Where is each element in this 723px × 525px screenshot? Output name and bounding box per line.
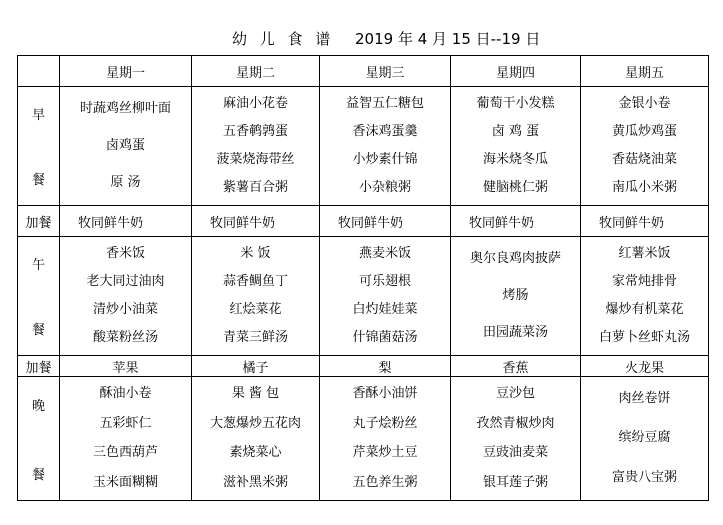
- snack-item: 牧同鲜牛奶: [320, 206, 451, 237]
- dish-item: 五香鹌鹑蛋: [222, 124, 288, 139]
- dish-item: 孜然青椒炒肉: [476, 415, 555, 431]
- dish-item: 家常炖排骨: [611, 274, 677, 289]
- dish-item: 海米烧冬瓜: [482, 152, 548, 167]
- breakfast-cell: [192, 87, 320, 206]
- menu-table: [17, 55, 709, 501]
- menu-title: 幼 儿 食 谱: [232, 30, 335, 48]
- lunch-cell: [451, 237, 581, 356]
- dish-item: 红薯米饭: [618, 246, 671, 261]
- dish-item: 爆炒有机菜花: [605, 302, 684, 317]
- day-header: 星期三: [320, 56, 451, 87]
- dish-item: 酸菜粉丝汤: [92, 330, 158, 345]
- dish-item: 丸子烩粉丝: [352, 415, 418, 431]
- dish-item: 素烧菜心: [229, 445, 282, 461]
- dish-item: 滋补黑米粥: [222, 474, 288, 490]
- meal-label-bottom: 餐: [31, 173, 45, 188]
- breakfast-cell: [60, 87, 192, 206]
- dish-item: 燕麦米饭: [358, 246, 411, 261]
- meal-label-top: 早: [31, 108, 45, 123]
- dinner-cell: [192, 377, 320, 501]
- meal-label-cell: [18, 87, 60, 206]
- dish-item: 酥油小卷: [99, 386, 152, 402]
- dish-item: 芹菜炒土豆: [352, 445, 418, 461]
- dish-item: 卤 鸡 蛋: [491, 124, 540, 139]
- fruit-item: 梨: [320, 356, 451, 377]
- dish-item: 五色养生粥: [352, 474, 418, 490]
- meal-label-cell: [18, 237, 60, 356]
- snack-item: 牧同鲜牛奶: [60, 206, 192, 237]
- breakfast-cell: [451, 87, 581, 206]
- breakfast-cell: [581, 87, 709, 206]
- dinner-cell: [60, 377, 192, 501]
- dish-item: 小杂粮粥: [358, 180, 411, 195]
- dish-item: 奥尔良鸡肉披萨: [469, 250, 561, 266]
- dish-item: 青菜三鲜汤: [222, 330, 288, 345]
- dish-item: 金银小卷: [618, 96, 671, 111]
- dish-item: 烤肠: [502, 287, 529, 303]
- dish-item: 可乐翅根: [358, 274, 411, 289]
- fruit-item: 苹果: [60, 356, 192, 377]
- dish-item: 红烩菜花: [229, 302, 282, 317]
- fruit-item: 香蕉: [451, 356, 581, 377]
- meal-label-cell: [18, 377, 60, 501]
- fruit-item: 火龙果: [581, 356, 709, 377]
- meal-label-top: 晚: [31, 398, 45, 414]
- dish-item: 豆豉油麦菜: [482, 445, 548, 461]
- dish-item: 果 酱 包: [231, 386, 280, 402]
- dish-item: 米 饭: [240, 246, 271, 261]
- corner-cell: [18, 56, 60, 87]
- dish-item: 三色西葫芦: [92, 445, 158, 461]
- dish-item: 时蔬鸡丝柳叶面: [79, 100, 171, 116]
- day-header: 星期一: [60, 56, 192, 87]
- dish-item: 益智五仁糖包: [345, 96, 424, 111]
- snack-item: 牧同鲜牛奶: [581, 206, 709, 237]
- day-header: 星期二: [192, 56, 320, 87]
- dish-item: 银耳莲子粥: [482, 474, 548, 490]
- fruit-item: 橘子: [192, 356, 320, 377]
- dish-item: 原 汤: [110, 175, 141, 191]
- dinner-cell: [451, 377, 581, 501]
- dish-item: 豆沙包: [495, 386, 535, 402]
- dish-item: 老大同过油肉: [86, 274, 165, 289]
- dish-item: 白萝卜丝虾丸汤: [598, 330, 690, 345]
- dish-item: 缤纷豆腐: [618, 430, 671, 446]
- snack-item: 牧同鲜牛奶: [451, 206, 581, 237]
- lunch-row: [18, 237, 709, 356]
- meal-label-bottom: 餐: [31, 467, 45, 483]
- dish-item: 健脑桃仁粥: [482, 180, 548, 195]
- dish-item: 麻油小花卷: [222, 96, 288, 111]
- snack-label: 加餐: [18, 356, 60, 377]
- dish-item: 五彩虾仁: [99, 415, 152, 431]
- dish-item: 菠菜烧海带丝: [216, 152, 295, 167]
- dish-item: 香沫鸡蛋羹: [352, 124, 418, 139]
- snack2-row: [18, 356, 709, 377]
- dinner-row: [18, 377, 709, 501]
- breakfast-row: [18, 87, 709, 206]
- day-header: 星期四: [451, 56, 581, 87]
- dish-item: 紫薯百合粥: [222, 180, 288, 195]
- dinner-cell: [320, 377, 451, 501]
- dish-item: 什锦菌菇汤: [352, 330, 418, 345]
- dish-item: 玉米面糊糊: [92, 474, 158, 490]
- dish-item: 南瓜小米粥: [611, 180, 677, 195]
- breakfast-cell: [320, 87, 451, 206]
- snack-item: 牧同鲜牛奶: [192, 206, 320, 237]
- meal-label-bottom: 餐: [31, 323, 45, 338]
- dish-item: 香酥小油饼: [352, 386, 418, 402]
- dish-item: 蒜香鲷鱼丁: [222, 274, 288, 289]
- snack-label: 加餐: [18, 206, 60, 237]
- dish-item: 黄瓜炒鸡蛋: [611, 124, 677, 139]
- dish-item: 清炒小油菜: [92, 302, 158, 317]
- snack1-row: [18, 206, 709, 237]
- lunch-cell: [192, 237, 320, 356]
- dish-item: 白灼娃娃菜: [352, 302, 418, 317]
- dish-item: 肉丝卷饼: [618, 391, 671, 407]
- dish-item: 香米饭: [105, 246, 145, 261]
- dish-item: 小炒素什锦: [352, 152, 418, 167]
- dish-item: 富贵八宝粥: [611, 469, 677, 485]
- lunch-cell: [581, 237, 709, 356]
- date-range: 2019 年 4 月 15 日--19 日: [355, 30, 541, 48]
- dish-item: 田园蔬菜汤: [482, 325, 548, 341]
- dish-item: 大葱爆炒五花肉: [209, 415, 301, 431]
- meal-label-top: 午: [31, 258, 45, 273]
- lunch-cell: [60, 237, 192, 356]
- lunch-cell: [320, 237, 451, 356]
- dinner-cell: [581, 377, 709, 501]
- header-row: [18, 56, 709, 87]
- dish-item: 香菇烧油菜: [611, 152, 677, 167]
- day-header: 星期五: [581, 56, 709, 87]
- dish-item: 葡萄干小发糕: [476, 96, 555, 111]
- dish-item: 卤鸡蛋: [105, 137, 145, 153]
